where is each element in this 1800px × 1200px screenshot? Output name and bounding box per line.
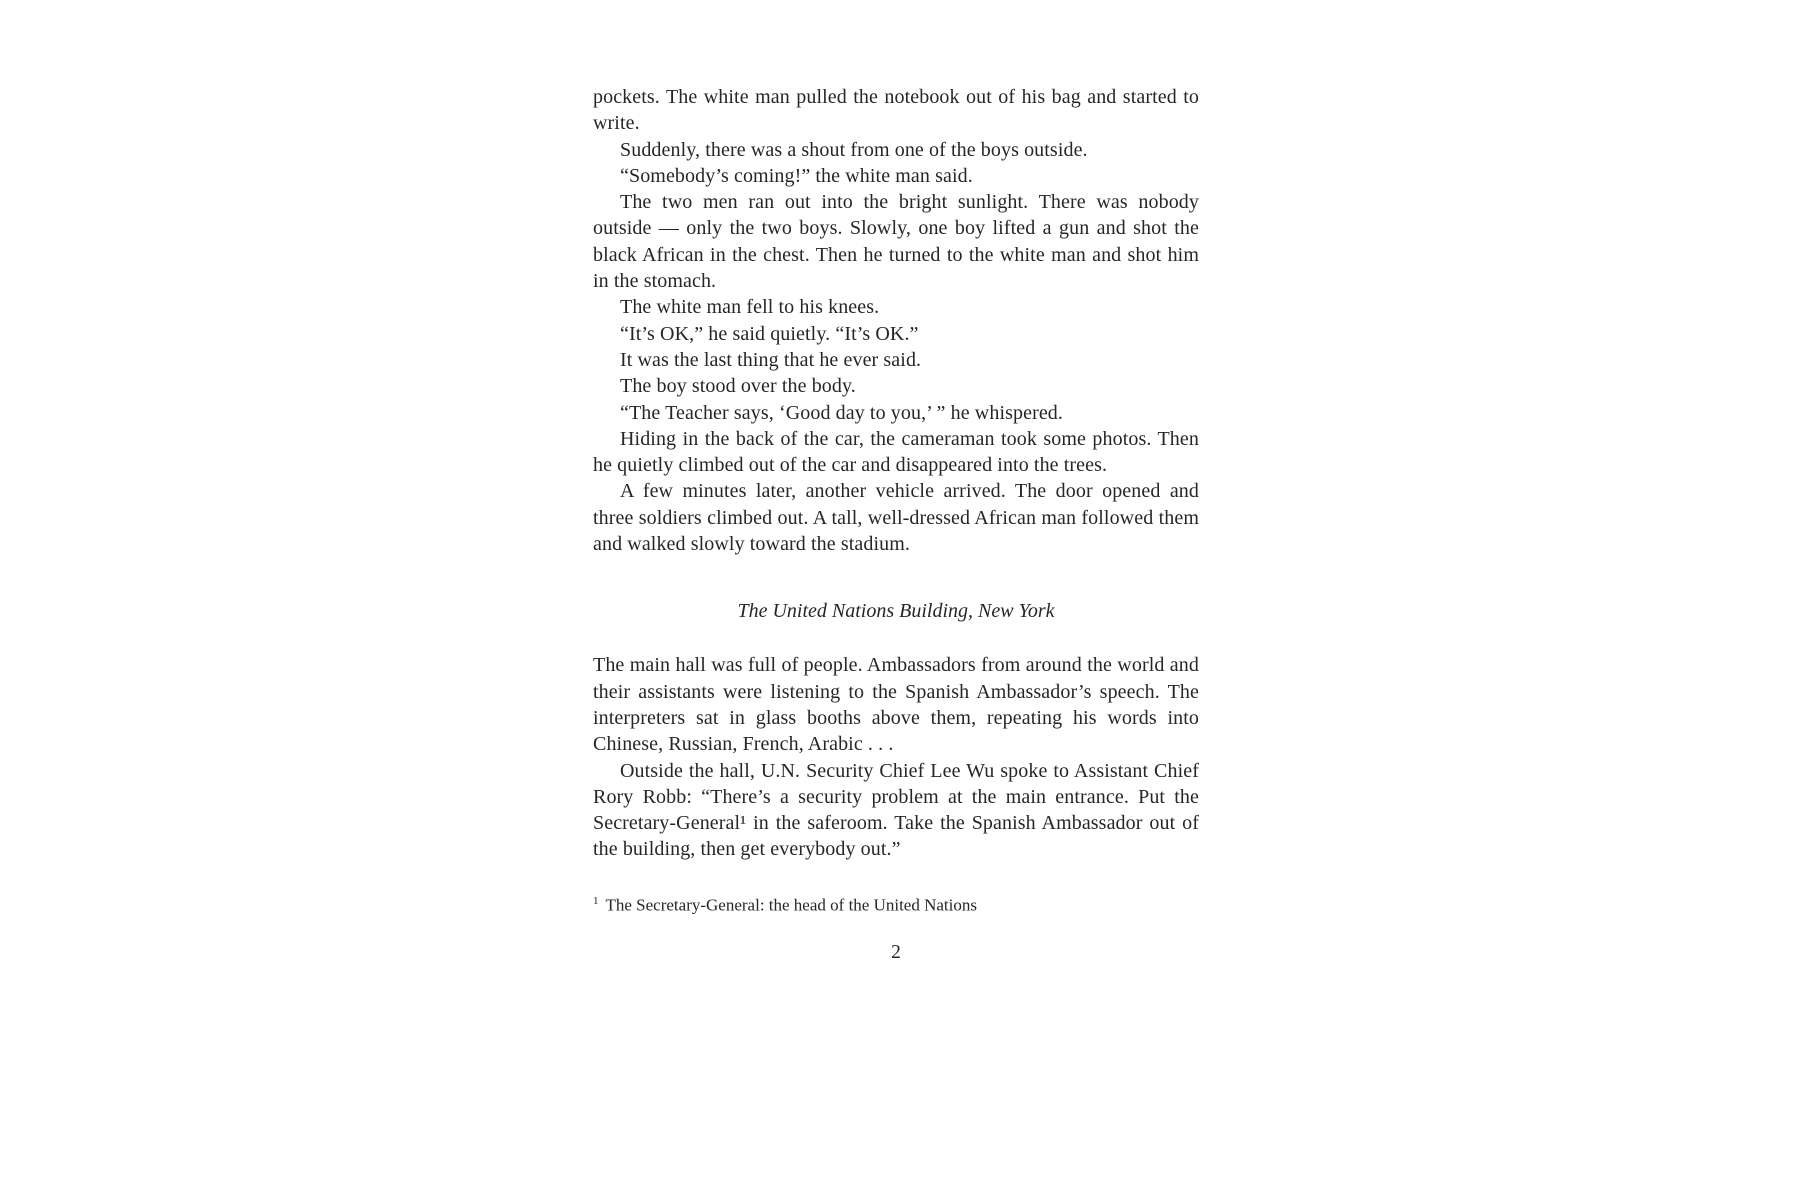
paragraph: “It’s OK,” he said quietly. “It’s OK.” [620, 322, 919, 345]
footnote-marker: 1 [593, 894, 599, 907]
paragraph: The two men ran out into the bright sunlight. There was nobody outside — only the two boys. Slowly, one boy lifted a gun and shot the black African in the chest. Then he turned to the white man and shot him in the stomach. [593, 191, 1199, 293]
story-block-bottom [593, 652, 1199, 862]
text-column [593, 84, 1199, 964]
paragraph: Suddenly, there was a shout from one of the boys outside. [620, 138, 1088, 161]
paragraph: Outside the hall, U.N. Security Chief Lee Wu spoke to Assistant Chief Rory Robb: “There’s a security problem at the main entrance. Put the Secretary-General¹ in the saferoom. Take the Spanish Ambassador out of the building, then get everybody out.” [593, 759, 1199, 861]
footnote-text: The Secretary-General: the head of the United Nations [605, 895, 977, 915]
page-number: 2 [891, 942, 901, 964]
paragraph: “The Teacher says, ‘Good day to you,’ ” he whispered. [620, 401, 1064, 424]
paragraph: The main hall was full of people. Ambassadors from around the world and their assistants were listening to the Spanish Ambassador’s speech. The interpreters sat in glass booths above them, repeating his words into Chinese, Russian, French, Arabic . . . [593, 654, 1199, 756]
paragraph: The white man fell to his knees. [620, 296, 880, 319]
footnote [593, 890, 1199, 917]
paragraph: Hiding in the back of the car, the cameraman took some photos. Then he quietly climbed out of the car and disappeared into the trees. [593, 427, 1199, 477]
paragraph: The boy stood over the body. [620, 375, 856, 398]
paragraph: pockets. The white man pulled the notebook out of his bag and started to write. [593, 86, 1199, 135]
paragraph: It was the last thing that he ever said. [620, 348, 922, 371]
story-block-top [593, 84, 1199, 557]
paragraph: “Somebody’s coming!” the white man said. [620, 164, 973, 187]
paragraph: A few minutes later, another vehicle arrived. The door opened and three soldiers climbed out. A tall, well-dressed African man followed them and walked slowly toward the stadium. [593, 480, 1199, 556]
section-heading: The United Nations Building, New York [737, 600, 1055, 623]
